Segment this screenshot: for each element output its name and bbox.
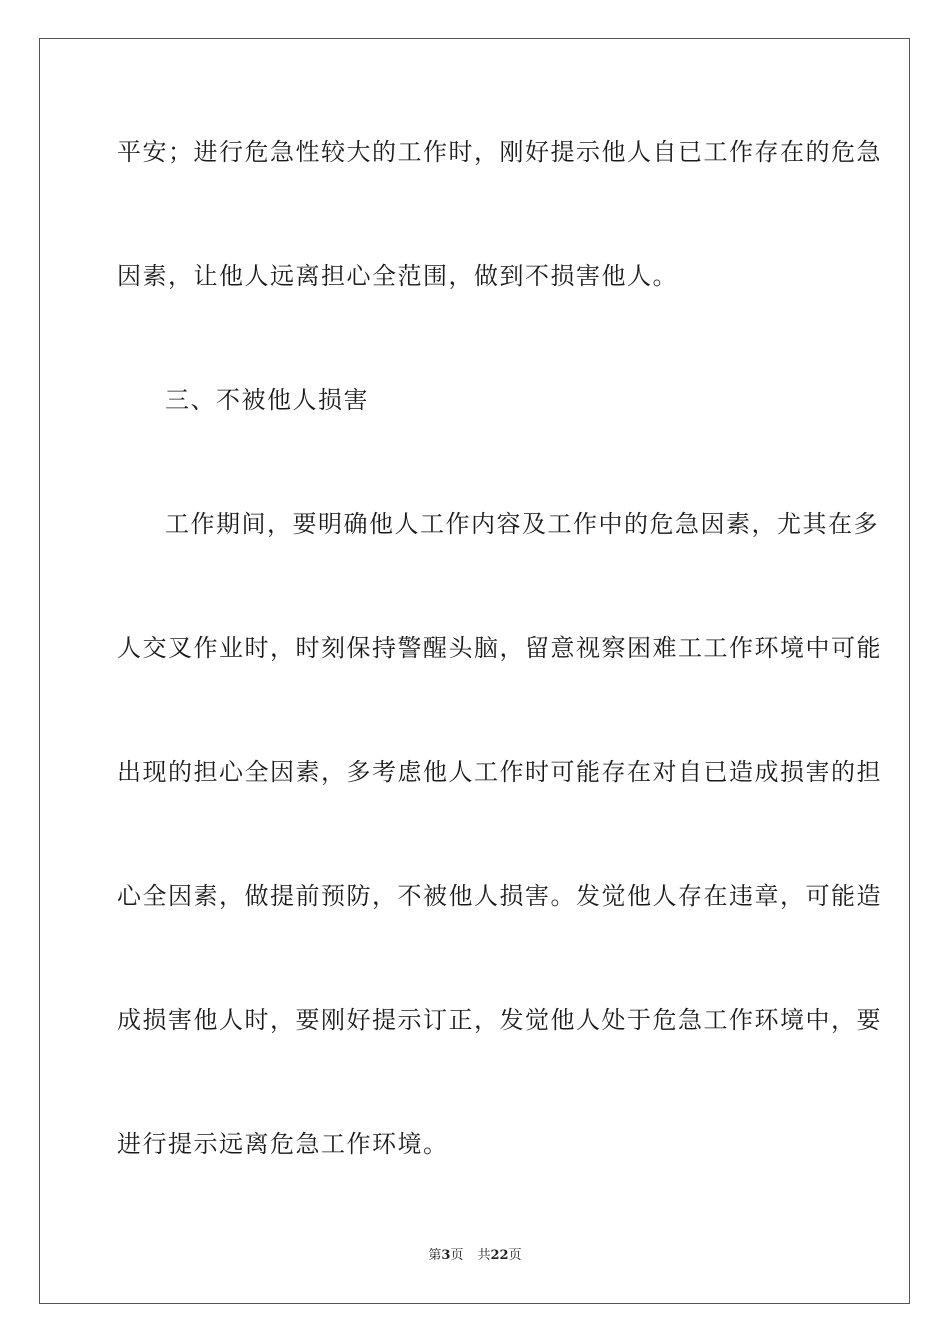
paragraph-line-6: 心全因素，做提前预防，不被他人损害。发觉他人存在违章，可能造 [117,882,882,910]
paragraph-line-8: 进行提示远离危急工作环境。 [117,1130,449,1158]
paragraph-line-2: 因素，让他人远离担心全范围，做到不损害他人。 [117,262,678,290]
total-pages: 22 [490,1248,509,1263]
page-prefix: 第 [428,1248,442,1263]
section-heading: 三、不被他人损害 [165,386,369,414]
page-number: 3 [441,1248,451,1263]
paragraph-line-4: 人交叉作业时，时刻保持警醒头脑，留意视察困难工工作环境中可能 [117,634,882,662]
total-suffix: 页 [508,1248,522,1263]
paragraph-line-3: 工作期间，要明确他人工作内容及工作中的危急因素，尤其在多 [165,510,879,538]
paragraph-line-1: 平安；进行危急性较大的工作时，刚好提示他人自已工作存在的危急 [117,138,882,166]
paragraph-line-5: 出现的担心全因素，多考虑他人工作时可能存在对自已造成损害的担 [117,758,882,786]
page-suffix: 页 [450,1248,464,1263]
page-border [39,38,910,1304]
paragraph-line-7: 成损害他人时，要刚好提示订正，发觉他人处于危急工作环境中，要 [117,1006,882,1034]
page-footer [0,1247,950,1265]
total-prefix: 共 [477,1248,491,1263]
